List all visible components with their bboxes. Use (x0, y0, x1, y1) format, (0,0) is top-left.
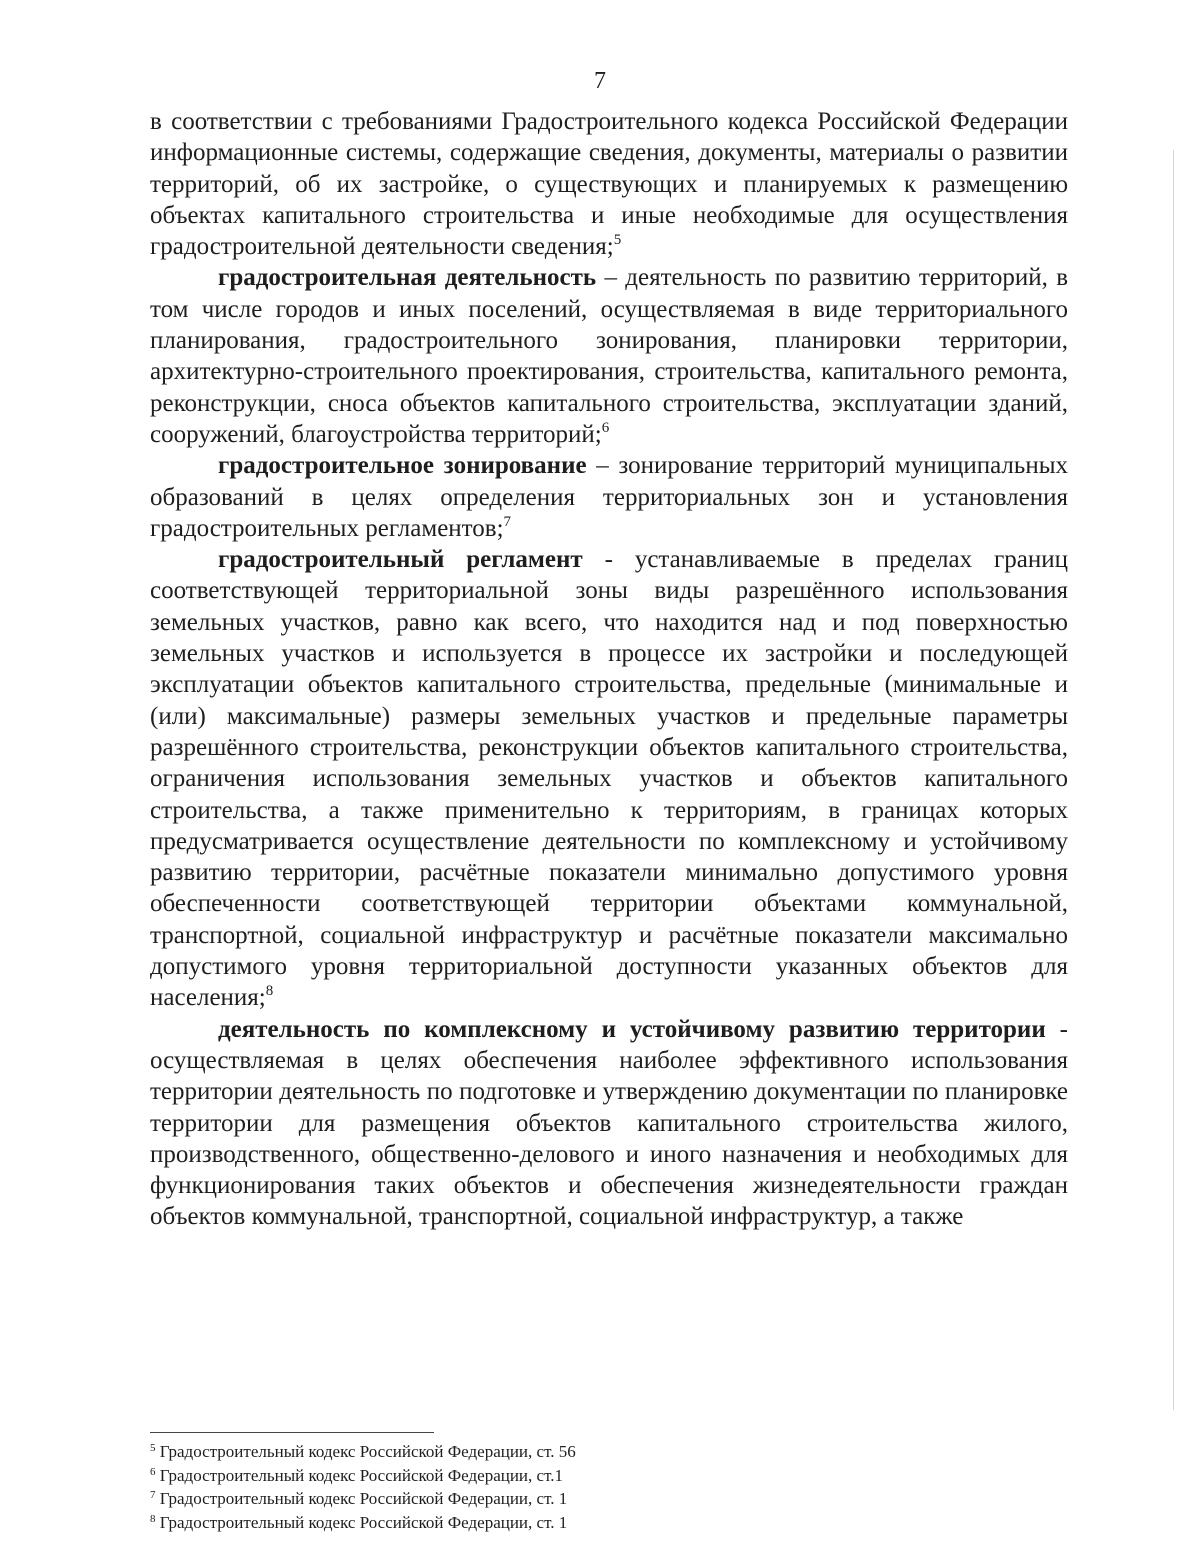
definition-complex-sustainable-development (150, 1014, 1068, 1233)
definition-urban-planning-regulation (150, 544, 1068, 1013)
definition-urban-planning-activity (150, 262, 1068, 450)
footnote-number: 7 (150, 1489, 156, 1502)
footnote-reference: 6 (601, 419, 610, 436)
footnote-number: 6 (150, 1465, 156, 1478)
footnote-reference: 8 (265, 983, 274, 1000)
footnotes (150, 1440, 850, 1534)
footnote-item (150, 1440, 850, 1464)
footnote-number: 5 (150, 1442, 156, 1454)
definition-text: - осуществляемая в целях обеспечения наиболее эффективного использования территории деятельность по подготовке и утверждению документации по планировке территории для размещения объектов капитального строительства жилого, производственного, общественно-делового и иного назначения и необходимых для функционирования таких объектов и обеспечения жизнедеятельности граждан объектов коммунальной, транспортной, социальной инфраструктур, а также (150, 1015, 1069, 1231)
defined-term: деятельность по комплексному и устойчивому развитию территории (218, 1015, 1046, 1043)
footnote-text: Градостроительный кодекс Российской Федерации, ст. 1 (155, 1489, 568, 1509)
footnote-text: Градостроительный кодекс Российской Федерации, ст. 56 (155, 1442, 576, 1461)
defined-term: градостроительный регламент (218, 546, 583, 574)
defined-term: градостроительное зонирование (218, 452, 587, 480)
footnote-number: 8 (150, 1512, 156, 1525)
footnote-reference: 5 (613, 232, 622, 249)
definition-urban-zoning (150, 450, 1068, 544)
definition-text: – деятельность по развитию территорий, в том числе городов и иных поселений, осуществляемая в виде территориального планирования, градостроительного зонирования, планировки территории, архитектурно-строительного проектирования, строительства, капитального ремонта, реконструкции, сноса объектов капитального строительства, эксплуатации зданий, сооружений, благоустройства территорий; (150, 264, 1068, 448)
footnote-text: Градостроительный кодекс Российской Федерации, ст.1 (155, 1465, 563, 1485)
page-number: 7 (594, 68, 606, 94)
definition-text: - устанавливаемые в пределах границ соответствующей территориальной зоны виды разрешённого использования земельных участков, равно как всего, что находится над и под поверхностью земельных участков и используется в процессе их застройки и последующей эксплуатации объектов капитального строительства, предельные (минимальные и (или) максимальные) размеры земельных участков и предельные параметры разрешённого строительства, реконструкции объектов капитального строительства, ограничения использования земельных участков и объектов капитального строительства, а также применительно к территориям, в границах которых предусматривается осуществление деятельности по комплексному и устойчивому развитию территории, расчётные показатели минимально допустимого уровня обеспеченности соответствующей территории объектами коммунальной, транспортной, социальной инфраструктур и расчётные показатели максимально допустимого уровня территориальной доступности указанных объектов для населения; (150, 546, 1069, 1012)
scan-edge-line (1173, 150, 1174, 1410)
paragraph-text: в соответствии с требованиями Градостроительного кодекса Российской Федерации информационные системы, содержащие сведения, документы, материалы о развитии территорий, об их застройке, о существующих и планируемых к размещению объектах капитального строительства и иные необходимые для осуществления градостроительной деятельности сведения; (150, 108, 1068, 261)
footnote-divider (150, 1432, 434, 1433)
paragraph-information-systems (150, 106, 1068, 262)
defined-term: градостроительная деятельность (218, 264, 597, 292)
definition-text: – зонирование территорий муниципальных образований в целях определения территориальных зон и установления градостроительных регламентов; (150, 452, 1068, 542)
footnote-item (150, 1464, 850, 1488)
footnote-reference: 7 (503, 513, 512, 530)
footnote-item (150, 1487, 850, 1511)
document-body (150, 106, 1068, 1233)
footnote-item (150, 1511, 850, 1535)
footnote-text: Градостроительный кодекс Российской Федерации, ст. 1 (155, 1512, 568, 1532)
